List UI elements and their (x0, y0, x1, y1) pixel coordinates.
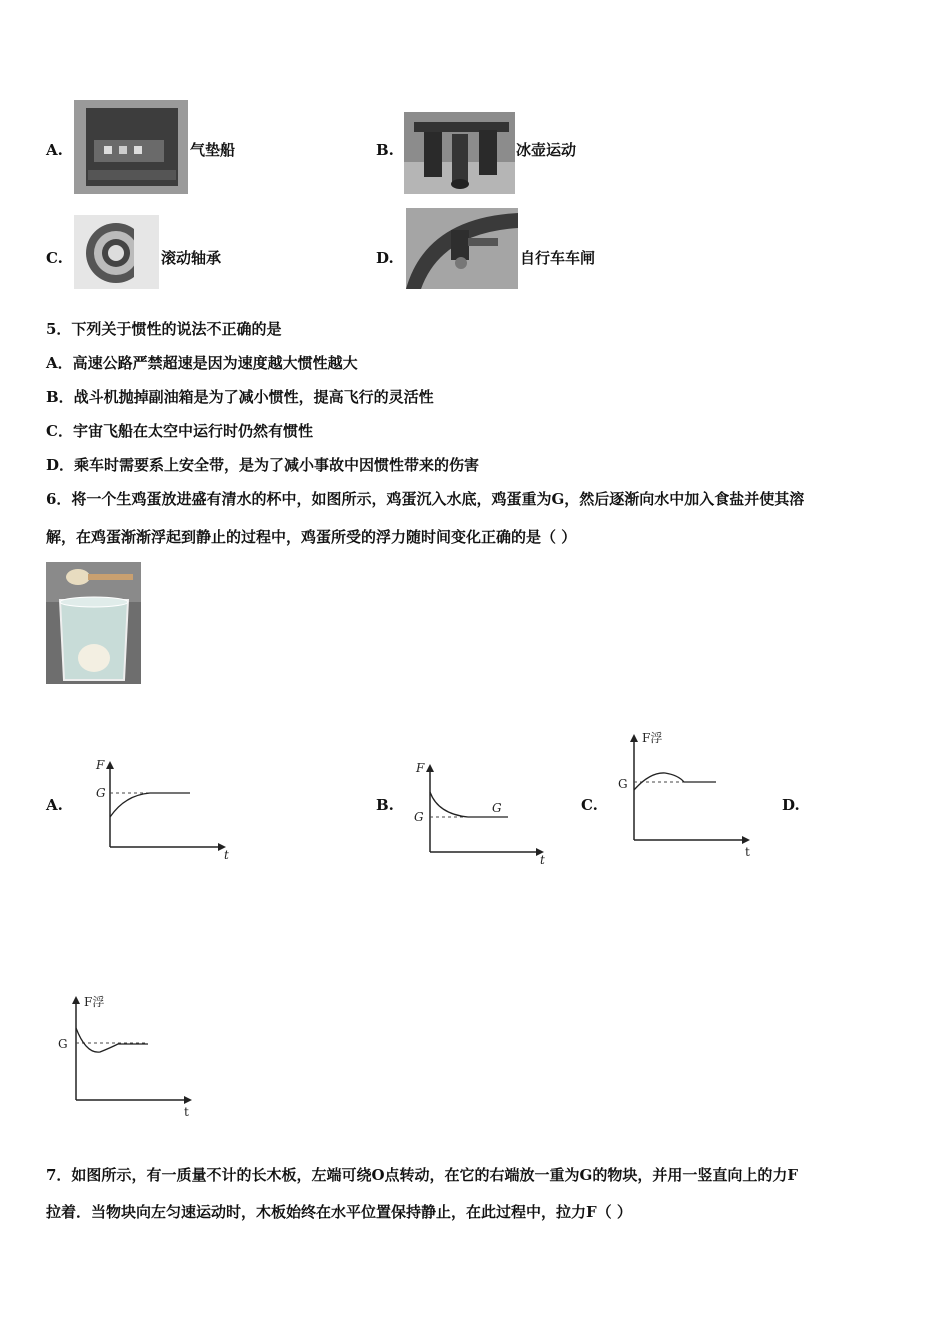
question-7-line1: 7．如图所示，有一质量不计的长木板，左端可绕O点转动，在它的右端放一重为G的物块，并用一竖直向上的力F (46, 1166, 798, 1184)
graph-option-letter-c: C. (581, 796, 598, 814)
graph-c (610, 728, 760, 858)
bearing-photo (74, 215, 159, 289)
graph-a (90, 755, 240, 865)
graph-d-xlabel: t (184, 1105, 189, 1119)
bike-brake-photo (406, 208, 518, 289)
graph-d (52, 990, 202, 1120)
hovercraft-photo (74, 100, 188, 194)
question-6-stem-line1: 6．将一个生鸡蛋放进盛有清水的杯中，如图所示，鸡蛋沉入水底，鸡蛋重为G，然后逐渐向水中加入食盐并使其溶 (46, 490, 805, 508)
graph-b-xlabel: t (540, 853, 545, 867)
graph-a-ylabel: F (96, 758, 105, 772)
option-caption-d: 自行车车闸 (520, 249, 596, 267)
graph-option-letter-b: B. (376, 796, 394, 814)
option-letter-a: A. (46, 141, 63, 159)
option-caption-a: 气垫船 (190, 141, 236, 159)
graph-option-letter-d: D. (782, 796, 800, 814)
graph-c-xlabel: t (745, 845, 750, 858)
graph-b-glabel2: G (492, 801, 502, 815)
graph-b (408, 758, 558, 868)
option-letter-b: B. (376, 141, 394, 159)
graph-d-glabel: G (58, 1037, 68, 1051)
option-caption-b: 冰壶运动 (516, 141, 577, 159)
question-5-option-d: D．乘车时需要系上安全带，是为了减小事故中因惯性带来的伤害 (46, 456, 480, 474)
graph-a-xlabel: t (224, 848, 229, 862)
graph-b-ylabel: F (416, 761, 425, 775)
graph-c-ylabel: F浮 (642, 731, 663, 745)
question-7-line2: 拉着．当物块向左匀速运动时，木板始终在水平位置保持静止，在此过程中，拉力F（ ） (46, 1203, 632, 1221)
option-caption-c: 滚动轴承 (161, 249, 222, 267)
question-5-option-a: A．高速公路严禁超速是因为速度越大惯性越大 (46, 354, 358, 372)
curling-photo (404, 112, 515, 194)
graph-b-glabel: G (414, 810, 424, 824)
graph-d-ylabel: F浮 (84, 995, 105, 1009)
question-5-option-b: B．战斗机抛掉副油箱是为了减小惯性，提高飞行的灵活性 (46, 388, 434, 406)
option-letter-c: C. (46, 249, 63, 267)
question-6-stem-line2: 解，在鸡蛋渐渐浮起到静止的过程中，鸡蛋所受的浮力随时间变化正确的是（ ） (46, 528, 577, 546)
egg-in-cup-photo (46, 562, 141, 684)
option-letter-d: D. (376, 249, 394, 267)
question-5-stem: 5．下列关于惯性的说法不正确的是 (46, 320, 282, 338)
graph-option-letter-a: A. (46, 796, 63, 814)
graph-a-glabel: G (96, 786, 106, 800)
question-5-option-c: C．宇宙飞船在太空中运行时仍然有惯性 (46, 422, 313, 440)
graph-c-glabel: G (618, 777, 628, 791)
